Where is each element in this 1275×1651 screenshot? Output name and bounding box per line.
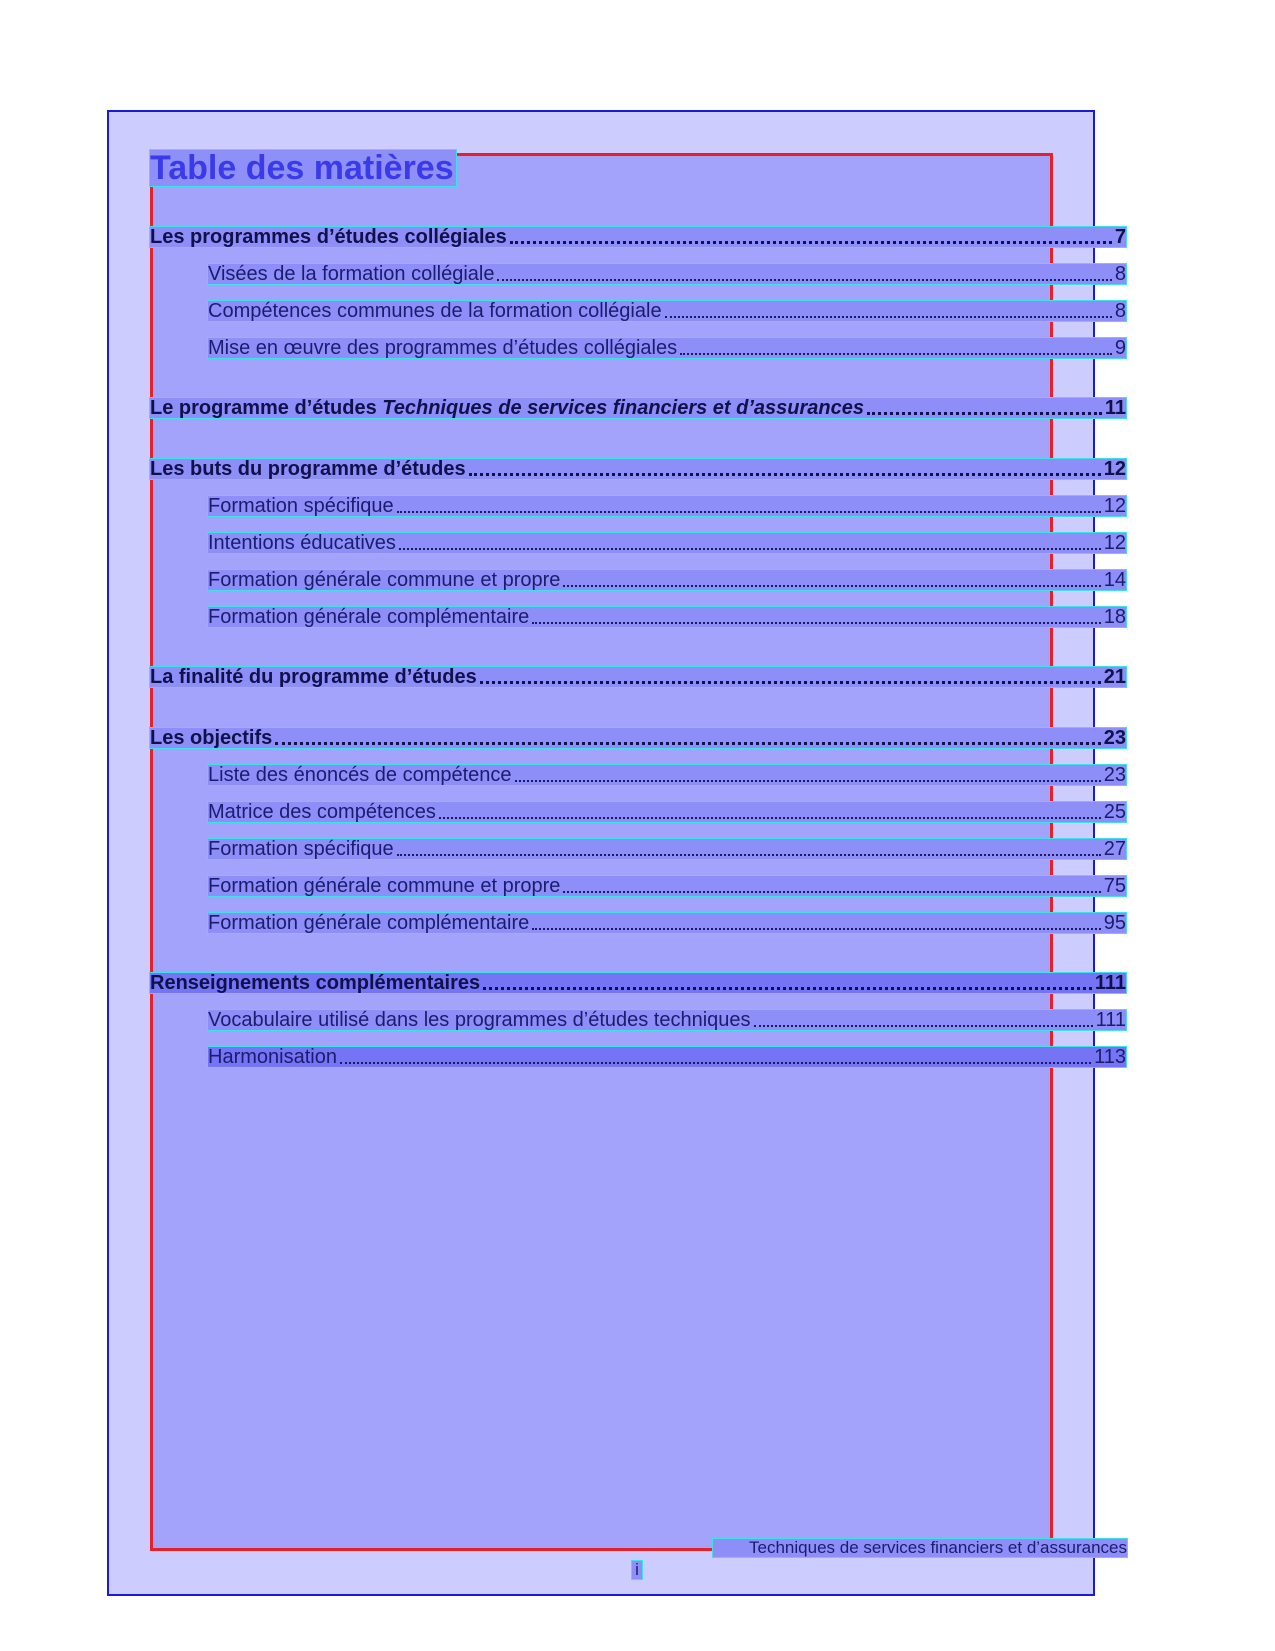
dot-leader xyxy=(665,312,1112,318)
toc-entry-label: Formation spécifique xyxy=(208,495,394,517)
toc-entry-label: Visées de la formation collégiale xyxy=(208,263,495,285)
toc-entry-label-program-name: Techniques de services financiers et d’assurances xyxy=(382,397,864,419)
toc-entry-label: Les buts du programme d’études xyxy=(150,458,466,480)
toc-entry-label: Formation spécifique xyxy=(208,838,394,860)
dot-leader xyxy=(532,618,1100,624)
toc-entry[interactable] xyxy=(150,227,1126,247)
toc-entry-page: 23 xyxy=(1103,727,1126,749)
toc-entry[interactable] xyxy=(208,839,1126,859)
dot-leader xyxy=(275,738,1100,745)
dot-leader xyxy=(532,924,1100,930)
toc-entry-label: Formation générale commune et propre xyxy=(208,569,561,591)
toc-entry-page: 23 xyxy=(1103,764,1126,786)
toc-entry-page: 8 xyxy=(1114,300,1126,322)
dot-leader xyxy=(397,507,1101,513)
toc-entry[interactable] xyxy=(208,338,1126,358)
footer-document-title: Techniques de services financiers et d’assurances xyxy=(713,1539,1127,1557)
dot-leader xyxy=(754,1021,1093,1027)
footer-page-number: i xyxy=(632,1561,642,1579)
toc-entry-page: 12 xyxy=(1103,532,1126,554)
toc-entry-page: 9 xyxy=(1114,337,1126,359)
toc-entry-page: 18 xyxy=(1103,606,1126,628)
toc-entry-page: 95 xyxy=(1103,912,1126,934)
toc-entry[interactable] xyxy=(208,1047,1126,1067)
toc-entry-label: Compétences communes de la formation collégiale xyxy=(208,300,662,322)
toc-entry-label: Formation générale complémentaire xyxy=(208,912,530,934)
toc-entry[interactable] xyxy=(150,728,1126,748)
toc-entry[interactable] xyxy=(150,398,1126,418)
toc-entry-label: Formation générale complémentaire xyxy=(208,606,530,628)
toc-entry-label: Matrice des compétences xyxy=(208,801,436,823)
toc-entry[interactable] xyxy=(150,667,1126,687)
toc-entry-label: Intentions éducatives xyxy=(208,532,396,554)
toc-entry-page: 11 xyxy=(1104,397,1126,419)
dot-leader xyxy=(867,408,1102,415)
toc-entry-page: 12 xyxy=(1103,495,1126,517)
dot-leader xyxy=(680,349,1112,355)
toc-entry[interactable] xyxy=(208,533,1126,553)
toc-entry-label: Les programmes d’études collégiales xyxy=(150,226,507,248)
toc-entry-page: 21 xyxy=(1103,666,1126,688)
dot-leader xyxy=(340,1058,1091,1064)
toc-entry[interactable] xyxy=(150,973,1126,993)
toc-entry-page: 7 xyxy=(1114,226,1126,248)
toc-entry[interactable] xyxy=(150,459,1126,479)
toc-entry[interactable] xyxy=(208,607,1126,627)
page-title: Table des matières xyxy=(150,149,454,187)
dot-leader xyxy=(397,850,1101,856)
toc-entry-label: Les objectifs xyxy=(150,727,273,749)
toc-entry-page: 14 xyxy=(1103,569,1126,591)
dot-leader xyxy=(469,469,1101,476)
dot-leader xyxy=(563,887,1100,893)
dot-leader xyxy=(510,237,1112,244)
toc-entry[interactable] xyxy=(208,264,1126,284)
toc-entry[interactable] xyxy=(208,802,1126,822)
toc-entry-label: La finalité du programme d’études xyxy=(150,666,477,688)
dot-leader xyxy=(515,776,1101,782)
toc-entry-label: Liste des énoncés de compétence xyxy=(208,764,512,786)
dot-leader xyxy=(483,983,1092,990)
toc-entry-page: 8 xyxy=(1114,263,1126,285)
toc-entry[interactable] xyxy=(208,301,1126,321)
toc-entry[interactable] xyxy=(208,570,1126,590)
toc-entry[interactable] xyxy=(208,496,1126,516)
toc-entry-label: Formation générale commune et propre xyxy=(208,875,561,897)
toc-entry-page: 111 xyxy=(1095,1009,1126,1031)
toc-entry[interactable] xyxy=(208,1010,1126,1030)
toc-entry-label: Vocabulaire utilisé dans les programmes d’études techniques xyxy=(208,1009,751,1031)
toc-entry[interactable] xyxy=(208,913,1126,933)
toc-entry-page: 12 xyxy=(1103,458,1126,480)
toc-entry[interactable] xyxy=(208,765,1126,785)
toc-entry-label: Renseignements complémentaires xyxy=(150,972,481,994)
toc-entry-label xyxy=(150,398,864,418)
dot-leader xyxy=(497,275,1111,281)
toc-entry-page: 25 xyxy=(1103,801,1126,823)
toc-entry-label: Mise en œuvre des programmes d’études collégiales xyxy=(208,337,678,359)
toc-entry[interactable] xyxy=(208,876,1126,896)
toc-entry-page: 111 xyxy=(1094,972,1126,994)
dot-leader xyxy=(439,813,1101,819)
toc-entry-label-prefix: Le programme d’études xyxy=(150,397,383,419)
toc-entry-page: 27 xyxy=(1103,838,1126,860)
dot-leader xyxy=(563,581,1100,587)
toc-entry-page: 113 xyxy=(1094,1046,1126,1068)
toc-entry-label: Harmonisation xyxy=(208,1046,337,1068)
toc-entry-page: 75 xyxy=(1103,875,1126,897)
dot-leader xyxy=(399,544,1101,550)
dot-leader xyxy=(480,677,1101,684)
